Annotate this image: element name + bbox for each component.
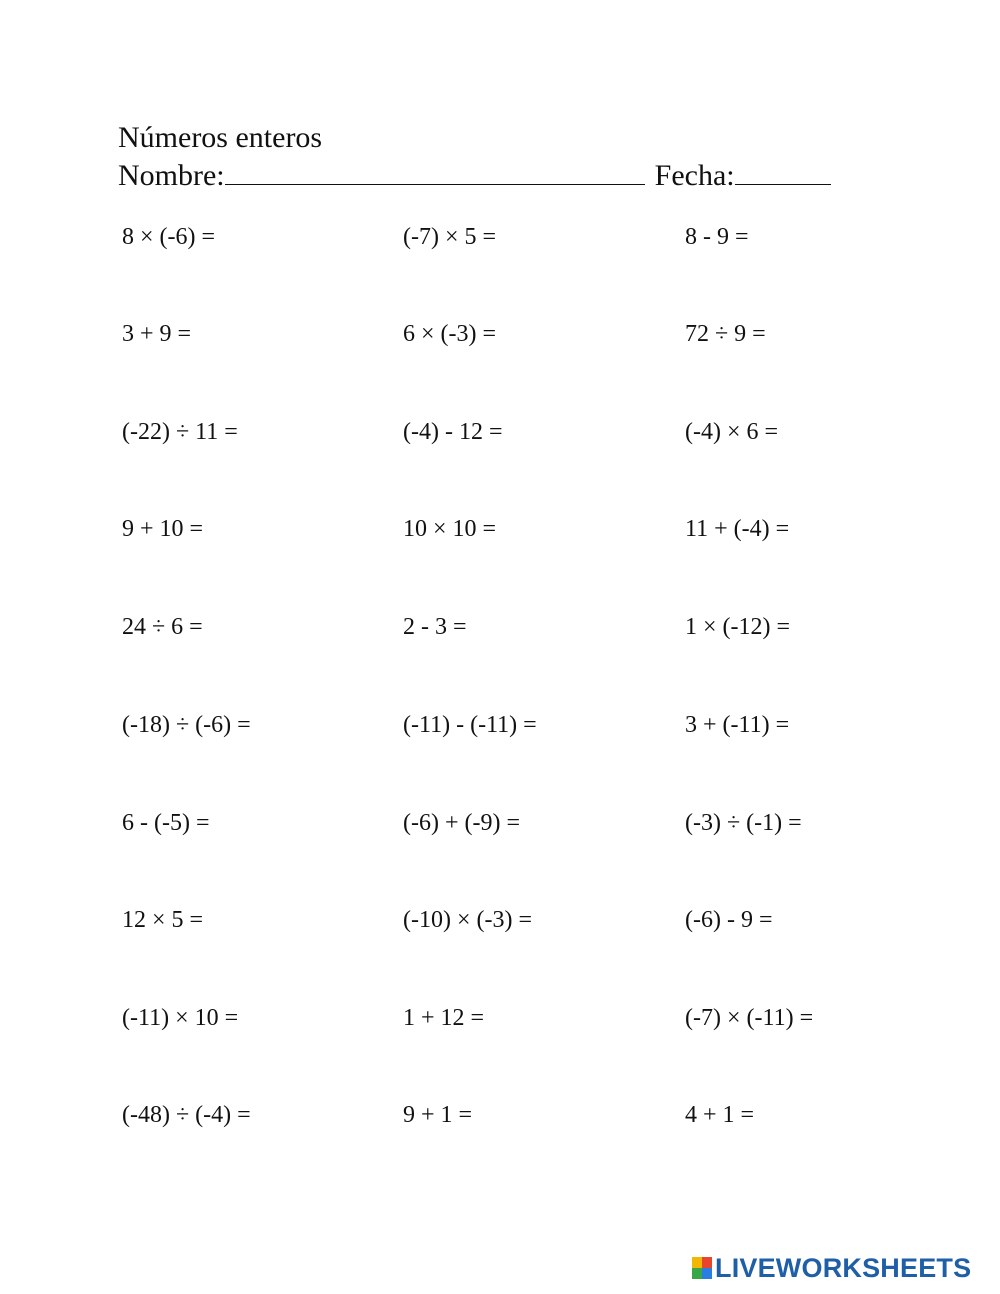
problem-row [122,710,922,740]
problem-item: 9 + 1 = [403,1102,473,1128]
date-blank-field[interactable] [735,158,831,185]
problem-item: (-7) × (-11) = [685,1005,814,1031]
problem-item: (-11) × 10 = [122,1005,239,1031]
problem-row [122,808,922,838]
logo-block-3 [692,1268,702,1279]
problem-row [122,514,922,544]
problem-row [122,319,922,349]
problem-item: 12 × 5 = [122,907,204,933]
problem-item: 1 + 12 = [403,1005,485,1031]
student-info-line [118,158,878,194]
problem-item: (-6) + (-9) = [403,810,521,836]
problem-item: 8 - 9 = [685,224,749,250]
problem-item: 3 + (-11) = [685,712,790,738]
logo-block-4 [702,1268,712,1279]
problem-item: 3 + 9 = [122,321,192,347]
logo-block-1 [692,1257,702,1268]
problem-item: (-22) ÷ 11 = [122,419,238,445]
problem-row [122,612,922,642]
problem-item: 8 × (-6) = [122,224,216,250]
problem-item: 4 + 1 = [685,1102,755,1128]
problem-item: 72 ÷ 9 = [685,321,766,347]
name-label: Nombre: [118,159,225,192]
logo-block-2 [702,1257,712,1268]
liveworksheets-logo-icon [692,1257,712,1279]
problem-item: 10 × 10 = [403,516,497,542]
problem-item: (-4) - 12 = [403,419,503,445]
problem-item: 2 - 3 = [403,614,467,640]
problem-row [122,1100,922,1130]
brand-wordmark: LIVEWORKSHEETS [715,1253,972,1283]
liveworksheets-brand [692,1254,971,1282]
problem-item: 6 × (-3) = [403,321,497,347]
problem-row [122,905,922,935]
problem-row [122,417,922,447]
problem-item: 9 + 10 = [122,516,204,542]
problem-item: 6 - (-5) = [122,810,210,836]
problem-item: (-3) ÷ (-1) = [685,810,802,836]
problem-item: 11 + (-4) = [685,516,790,542]
name-blank-field[interactable] [225,158,645,185]
problem-item: (-18) ÷ (-6) = [122,712,251,738]
problem-item: (-11) - (-11) = [403,712,537,738]
worksheet-title: Números enteros [118,121,323,154]
problem-item: (-7) × 5 = [403,224,497,250]
problem-item: (-48) ÷ (-4) = [122,1102,251,1128]
problem-item: (-10) × (-3) = [403,907,533,933]
problem-row [122,1003,922,1033]
problem-item: 1 × (-12) = [685,614,791,640]
problem-item: 24 ÷ 6 = [122,614,203,640]
problem-row [122,222,922,252]
problem-item: (-6) - 9 = [685,907,773,933]
problem-item: (-4) × 6 = [685,419,779,445]
date-label: Fecha: [654,159,735,192]
